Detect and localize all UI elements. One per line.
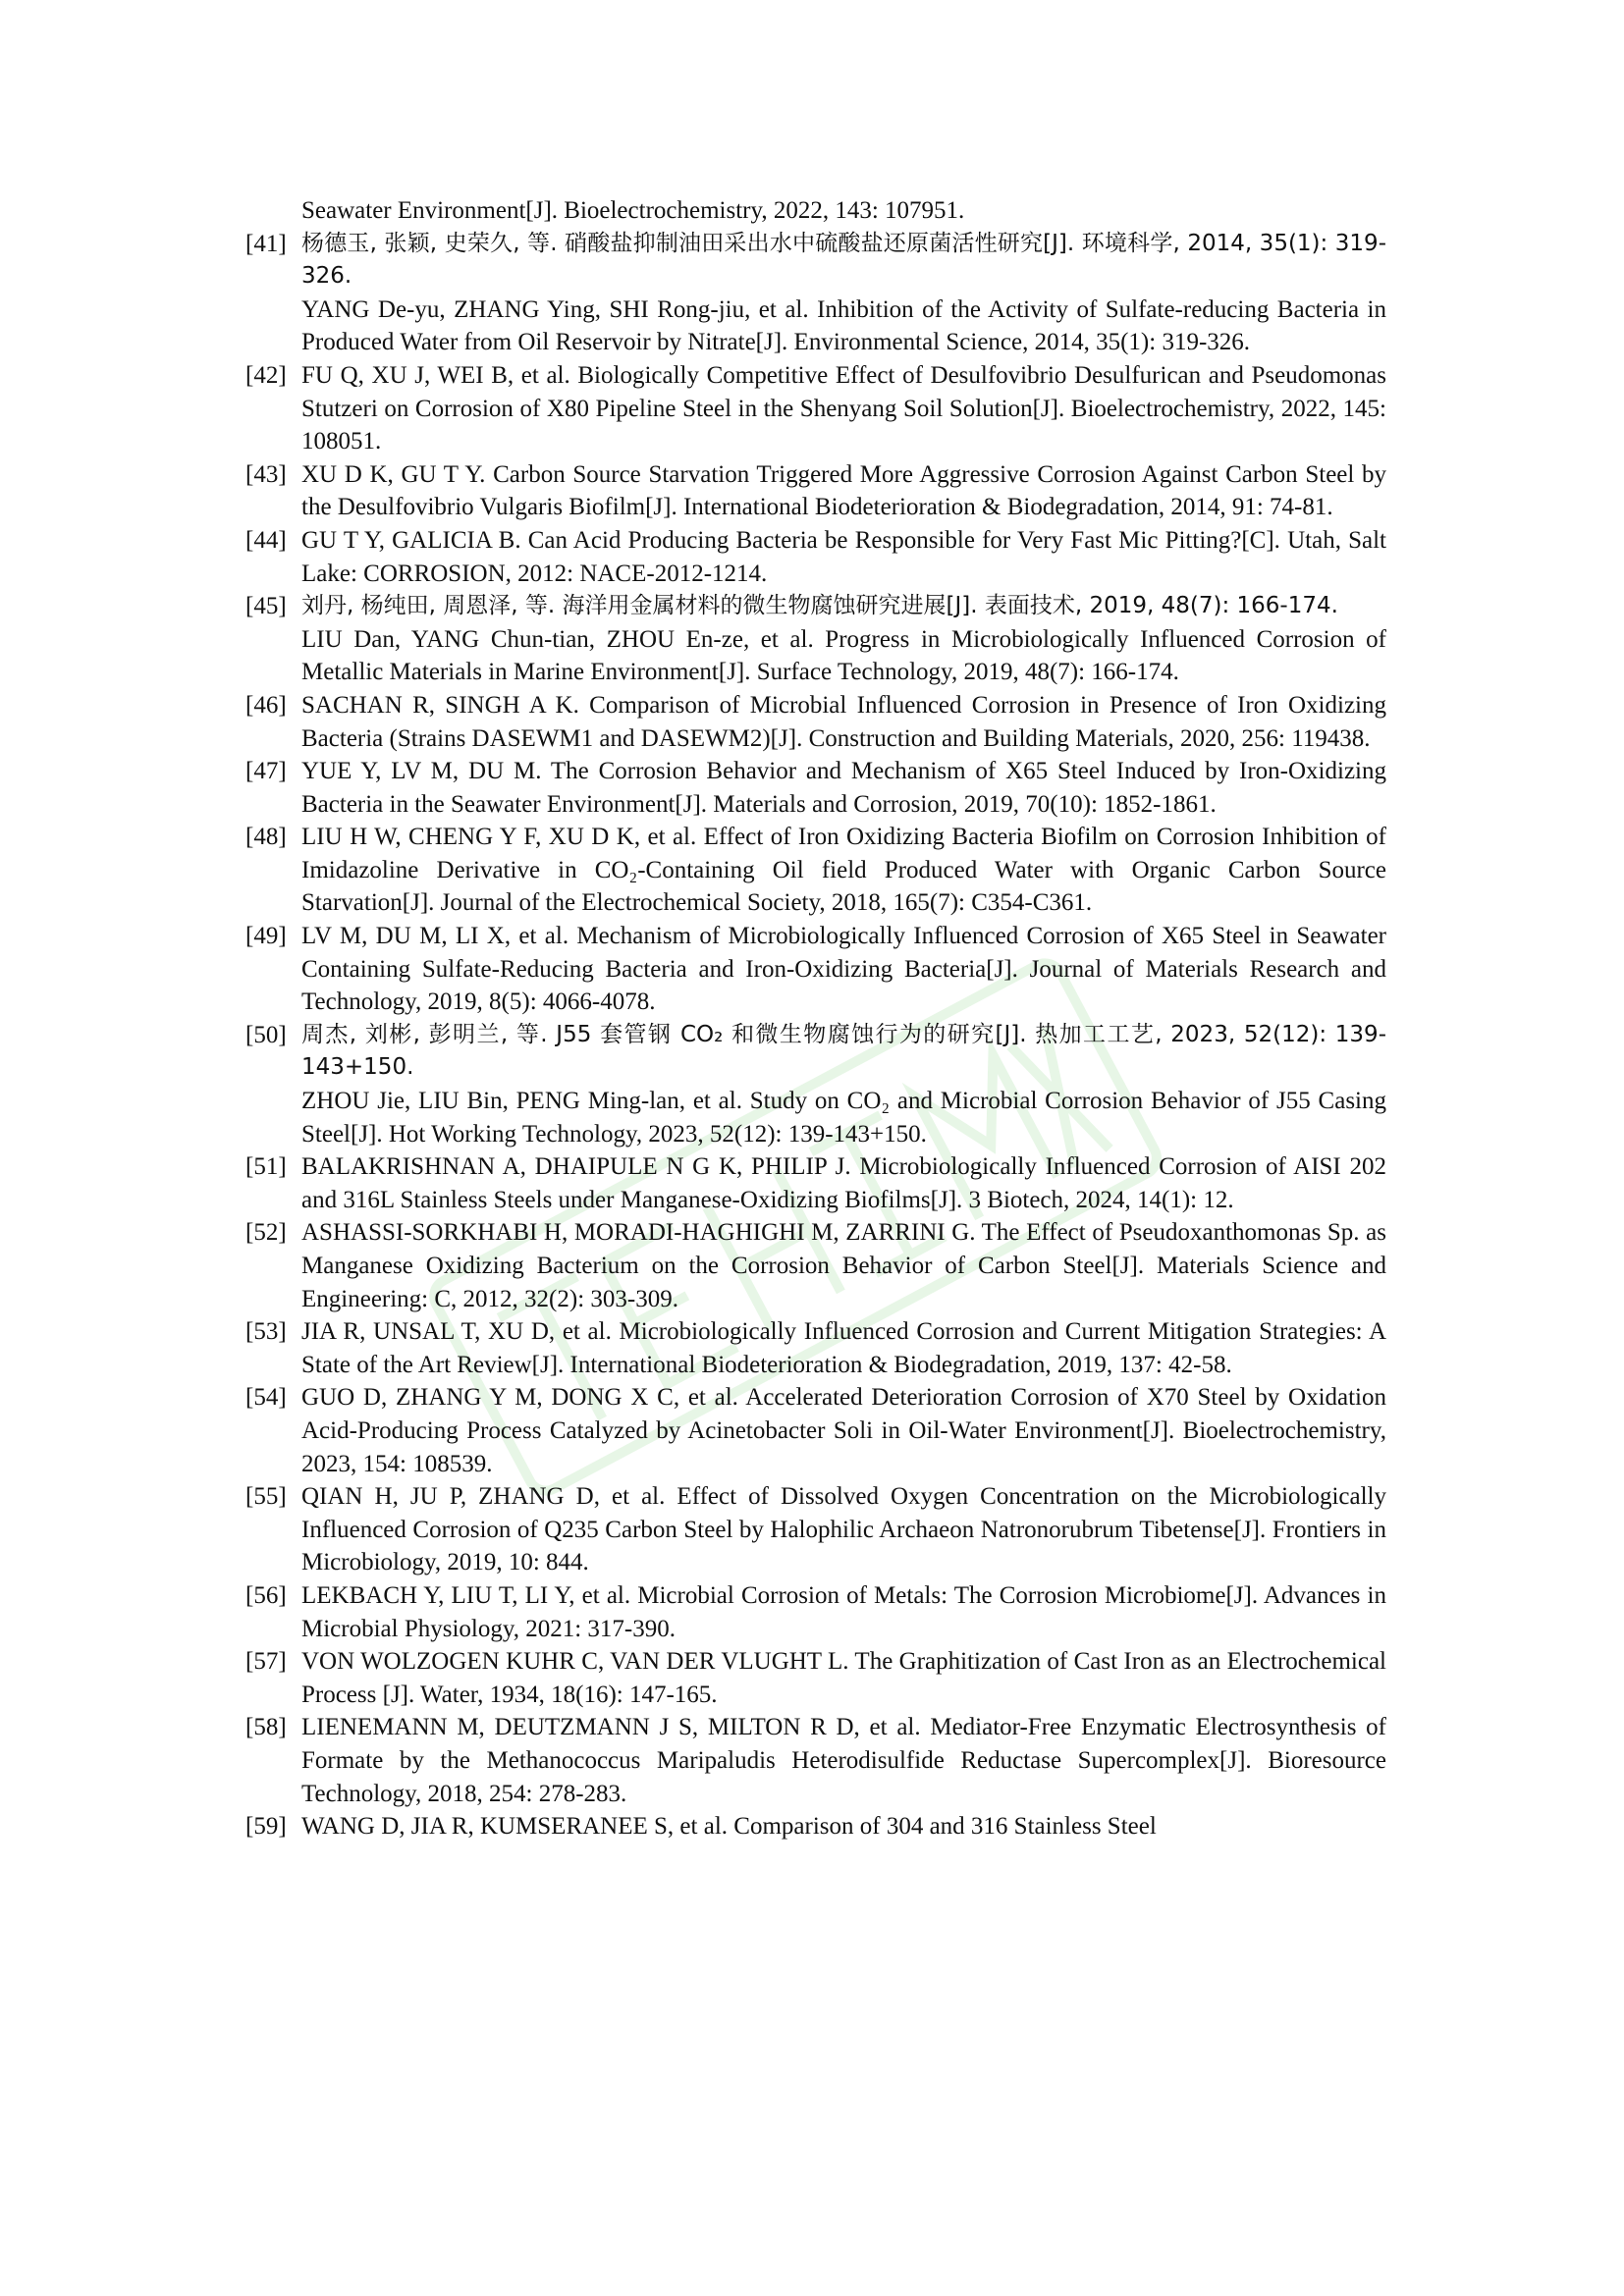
reference-text: WANG D, JIA R, KUMSERANEE S, et al. Comparison of 304 and 316 Stainless Steel (301, 1813, 1157, 1841)
reference-text: 周杰, 刘彬, 彭明兰, 等. J55 套管钢 CO₂ 和微生物腐蚀行为的研究[J]. 热加工工艺, 2023, 52(12): 139-143+150. (301, 1021, 1386, 1081)
reference-number: [59] (245, 1813, 287, 1841)
reference-text: SACHAN R, SINGH A K. Comparison of Microbial Influenced Corrosion in Presence of Iron Oxidizing Bacteria (Strains DASEWM1 and DASEWM2)[J]. Construction and Building Materials, 2020, 256: 119438. (301, 691, 1386, 752)
reference-item (245, 524, 1386, 590)
reference-item (245, 194, 1386, 228)
reference-item (245, 755, 1386, 821)
reference-item (245, 1019, 1386, 1150)
reference-number: [55] (245, 1483, 287, 1511)
reference-number: [46] (245, 691, 287, 719)
reference-number: [49] (245, 923, 287, 950)
reference-number: [42] (245, 361, 287, 389)
reference-text: YANG De-yu, ZHANG Ying, SHI Rong-jiu, et al. Inhibition of the Activity of Sulfate-reducing Bacteria in Produced Water from Oil Reservoir by Nitrate[J]. Environmental Science, 2014, 35(1): 319-326. (301, 295, 1386, 356)
reference-item (245, 1150, 1386, 1216)
reference-number: [50] (245, 1021, 287, 1048)
reference-number: [48] (245, 824, 287, 851)
reference-text: FU Q, XU J, WEI B, et al. Biologically Competitive Effect of Desulfovibrio Desulfurican and Pseudomonas Stutzeri on Corrosion of X80 Pipeline Steel in the Shenyang Soil Solution[J]. Bioelectrochemistry, 2022, 145: 108051. (301, 361, 1386, 455)
reference-number: [51] (245, 1153, 287, 1181)
reference-number: [43] (245, 460, 287, 488)
reference-item (245, 1216, 1386, 1315)
reference-text: Seawater Environment[J]. Bioelectrochemistry, 2022, 143: 107951. (301, 197, 965, 224)
reference-number: [44] (245, 526, 287, 554)
reference-number: [41] (245, 230, 287, 257)
reference-text: BALAKRISHNAN A, DHAIPULE N G K, PHILIP J. Microbiologically Influenced Corrosion of AISI 202 and 316L Stainless Steels under Manganese-Oxidizing Biofilms[J]. 3 Biotech, 2024, 14(1): 12. (301, 1153, 1386, 1213)
reference-item (245, 1381, 1386, 1480)
reference-item (245, 458, 1386, 524)
reference-text: XU D K, GU T Y. Carbon Source Starvation Triggered More Aggressive Corrosion Against Carbon Steel by the Desulfovibrio Vulgaris Biofilm[J]. International Biodeterioration & Biodegradation, 2014, 91: 74-81. (301, 460, 1386, 521)
reference-item (245, 1810, 1386, 1843)
reference-item (245, 590, 1386, 689)
reference-text: JIA R, UNSAL T, XU D, et al. Microbiologically Influenced Corrosion and Current Mitigation Strategies: A State of the Art Review[J]. International Biodeterioration & Biodegradation, 2019, 137: 42-58. (301, 1318, 1386, 1378)
reference-text: LEKBACH Y, LIU T, LI Y, et al. Microbial Corrosion of Metals: The Corrosion Microbiome[J]. Advances in Microbial Physiology, 2021: 317-390. (301, 1581, 1386, 1642)
reference-text: GUO D, ZHANG Y M, DONG X C, et al. Accelerated Deterioration Corrosion of X70 Steel by Oxidation Acid-Producing Process Catalyzed by Acinetobacter Soli in Oil-Water Environment[J]. Bioelectrochemistry, 2023, 154: 108539. (301, 1384, 1386, 1477)
reference-text: YUE Y, LV M, DU M. The Corrosion Behavior and Mechanism of X65 Steel Induced by Iron-Oxidizing Bacteria in the Seawater Environment[J]. Materials and Corrosion, 2019, 70(10): 1852-1861. (301, 758, 1386, 818)
reference-item (245, 1711, 1386, 1810)
reference-text: QIAN H, JU P, ZHANG D, et al. Effect of Dissolved Oxygen Concentration on the Microbiologically Influenced Corrosion of Q235 Carbon Steel by Halophilic Archaeon Natronorubrum Tibetense[J]. Frontiers in Microbiology, 2019, 10: 844. (301, 1483, 1386, 1576)
reference-number: [58] (245, 1714, 287, 1741)
reference-number: [53] (245, 1318, 287, 1346)
reference-text: ZHOU Jie, LIU Bin, PENG Ming-lan, et al. Study on CO₂ and Microbial Corrosion Behavior of J55 Casing Steel[J]. Hot Working Technology, 2023, 52(12): 139-143+150. (301, 1088, 1386, 1148)
reference-item (245, 689, 1386, 755)
reference-text: GU T Y, GALICIA B. Can Acid Producing Bacteria be Responsible for Very Fast Mic Pitting?[C]. Utah, Salt Lake: CORROSION, 2012: NACE-2012-1214. (301, 526, 1386, 587)
reference-item (245, 1480, 1386, 1579)
reference-text: LIU Dan, YANG Chun-tian, ZHOU En-ze, et al. Progress in Microbiologically Influenced Corrosion of Metallic Materials in Marine Environment[J]. Surface Technology, 2019, 48(7): 166-174. (301, 625, 1386, 686)
reference-number: [57] (245, 1648, 287, 1676)
reference-item (245, 821, 1386, 920)
reference-text: VON WOLZOGEN KUHR C, VAN DER VLUGHT L. The Graphitization of Cast Iron as an Electrochemical Process [J]. Water, 1934, 18(16): 147-165. (301, 1648, 1386, 1708)
reference-number: [45] (245, 593, 287, 620)
reference-item (245, 1645, 1386, 1711)
reference-number: [47] (245, 758, 287, 785)
reference-item (245, 1315, 1386, 1381)
reference-text: 刘丹, 杨纯田, 周恩泽, 等. 海洋用金属材料的微生物腐蚀研究进展[J]. 表面技术, 2019, 48(7): 166-174. (301, 593, 1338, 619)
reference-text: LIU H W, CHENG Y F, XU D K, et al. Effect of Iron Oxidizing Bacteria Biofilm on Corrosion Inhibition of Imidazoline Derivative in CO₂-Containing Oil field Produced Water with Organic Carbon Source Starvation[J]. Journal of the Electrochemical Society, 2018, 165(7): C354-C361. (301, 824, 1386, 917)
reference-item (245, 359, 1386, 458)
reference-number: [54] (245, 1384, 287, 1412)
reference-text: 杨德玉, 张颖, 史荣久, 等. 硝酸盐抑制油田采出水中硫酸盐还原菌活性研究[J]. 环境科学, 2014, 35(1): 319-326. (301, 230, 1386, 290)
reference-item (245, 228, 1386, 359)
reference-list (245, 194, 1386, 1843)
reference-text: ASHASSI-SORKHABI H, MORADI-HAGHIGHI M, ZARRINI G. The Effect of Pseudoxanthomonas Sp. as Manganese Oxidizing Bacterium on the Corrosion Behavior of Carbon Steel[J]. Materials Science and Engineering: C, 2012, 32(2): 303-309. (301, 1219, 1386, 1312)
reference-item (245, 920, 1386, 1019)
reference-number: [52] (245, 1219, 287, 1247)
reference-number: [56] (245, 1581, 287, 1609)
reference-text: LIENEMANN M, DEUTZMANN J S, MILTON R D, et al. Mediator-Free Enzymatic Electrosynthesis of Formate by the Methanococcus Maripaludis Heterodisulfide Reductase Supercomplex[J]. Bioresource Technology, 2018, 254: 278-283. (301, 1714, 1386, 1807)
reference-text: LV M, DU M, LI X, et al. Mechanism of Microbiologically Influenced Corrosion of X65 Steel in Seawater Containing Sulfate-Reducing Bacteria and Iron-Oxidizing Bacteria[J]. Journal of Materials Research and Technology, 2019, 8(5): 4066-4078. (301, 923, 1386, 1016)
reference-item (245, 1579, 1386, 1645)
